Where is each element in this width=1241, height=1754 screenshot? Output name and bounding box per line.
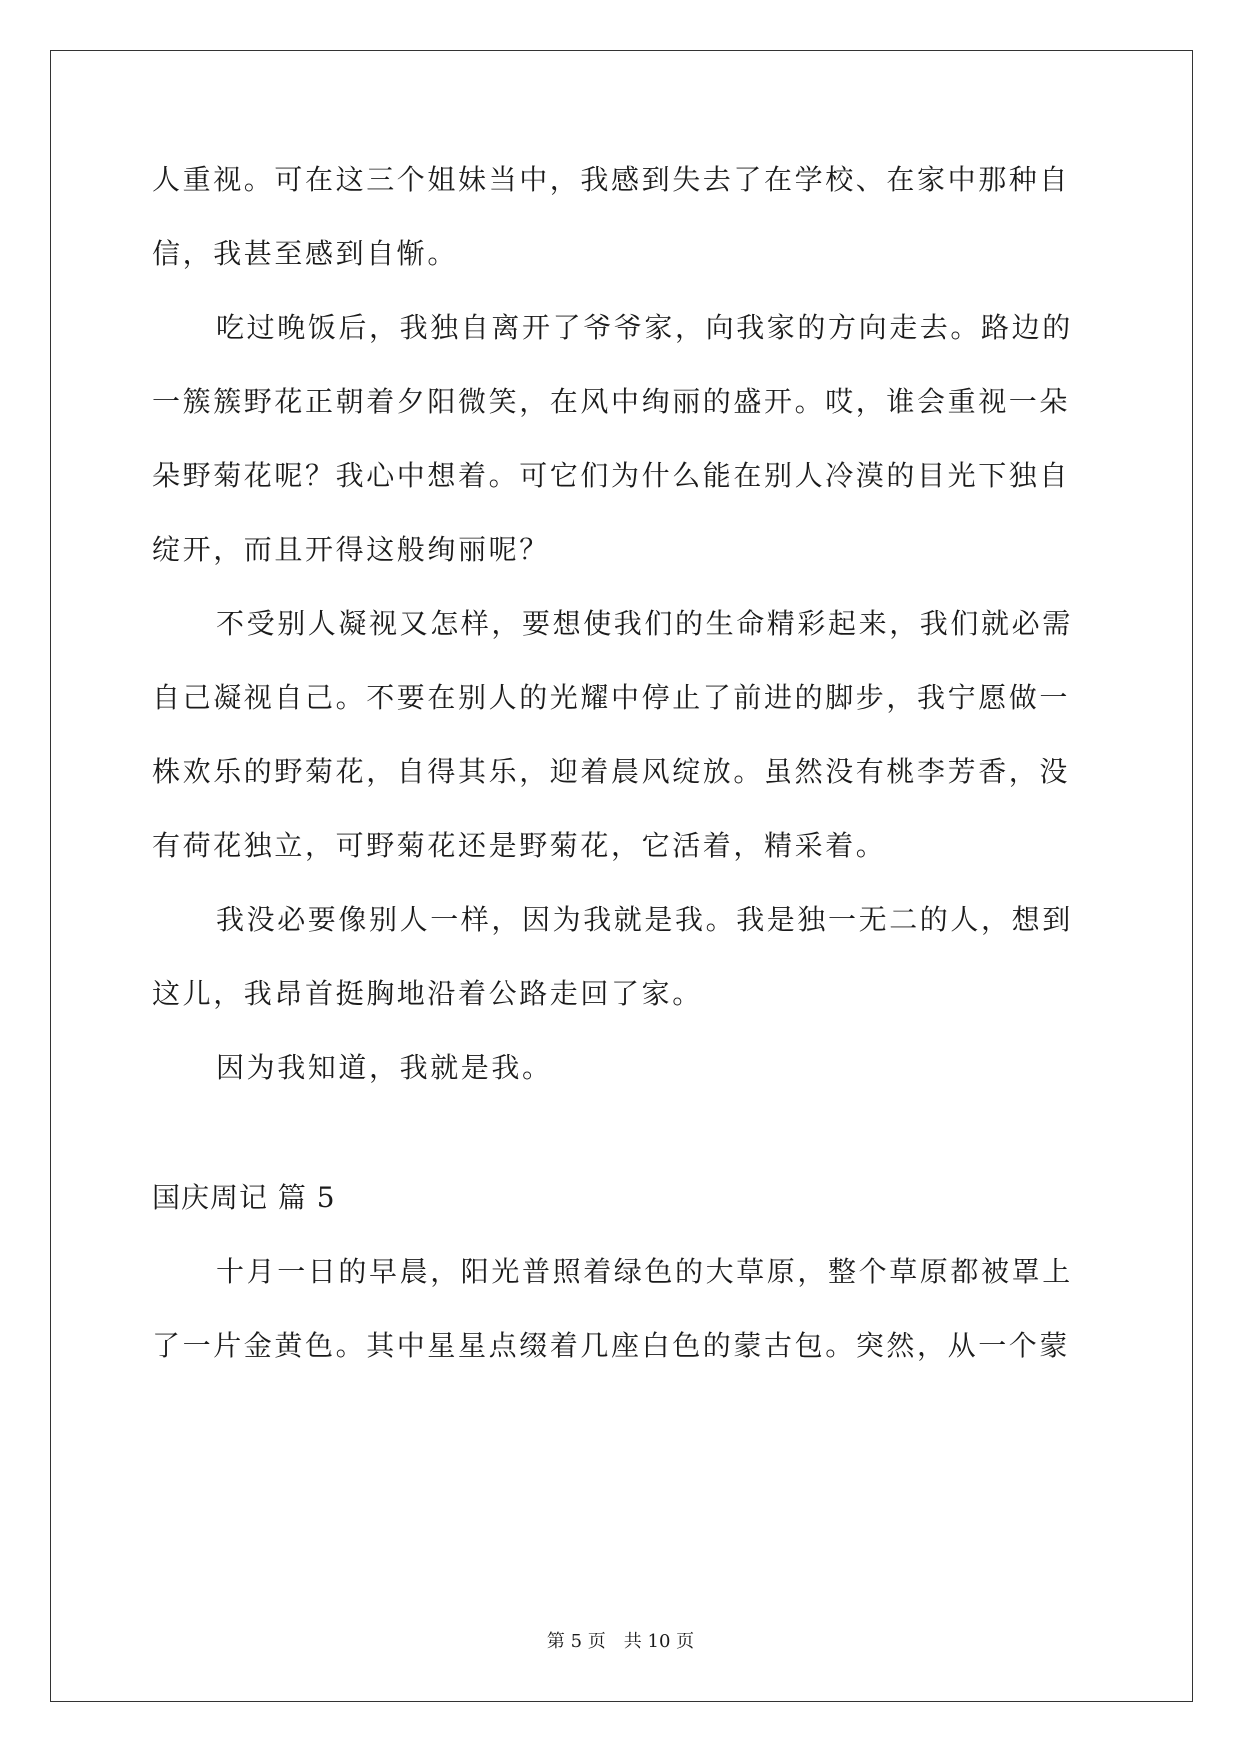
text-line: 朵野菊花呢？我心中想着。可它们为什么能在别人冷漠的目光下独自	[152, 459, 1071, 492]
text-line: 株欢乐的野菊花，自得其乐，迎着晨风绽放。虽然没有桃李芳香，没	[152, 755, 1071, 788]
text-line: 一簇簇野花正朝着夕阳微笑，在风中绚丽的盛开。哎，谁会重视一朵	[152, 385, 1071, 418]
text-line: 我没必要像别人一样，因为我就是我。我是独一无二的人，想到	[216, 903, 1073, 936]
text-line: 不受别人凝视又怎样，要想使我们的生命精彩起来，我们就必需	[216, 607, 1073, 640]
page-border	[50, 50, 1193, 1702]
page-footer: 第 5 页 共 10 页	[546, 1631, 695, 1652]
text-line: 因为我知道，我就是我。	[216, 1051, 553, 1084]
text-line: 吃过晚饭后，我独自离开了爷爷家，向我家的方向走去。路边的	[216, 311, 1073, 344]
text-line: 有荷花独立，可野菊花还是野菊花，它活着，精采着。	[152, 829, 887, 862]
text-line: 绽开，而且开得这般绚丽呢？	[152, 533, 550, 566]
text-line: 了一片金黄色。其中星星点缀着几座白色的蒙古包。突然，从一个蒙	[152, 1329, 1071, 1362]
text-line: 人重视。可在这三个姐妹当中，我感到失去了在学校、在家中那种自	[152, 163, 1071, 196]
text-line: 自己凝视自己。不要在别人的光耀中停止了前进的脚步，我宁愿做一	[152, 681, 1071, 714]
text-line: 这儿，我昂首挺胸地沿着公路走回了家。	[152, 977, 703, 1010]
section-title: 国庆周记 篇 5	[152, 1181, 336, 1214]
text-line: 信，我甚至感到自惭。	[152, 237, 459, 270]
text-line: 十月一日的早晨，阳光普照着绿色的大草原，整个草原都被罩上	[216, 1255, 1073, 1288]
